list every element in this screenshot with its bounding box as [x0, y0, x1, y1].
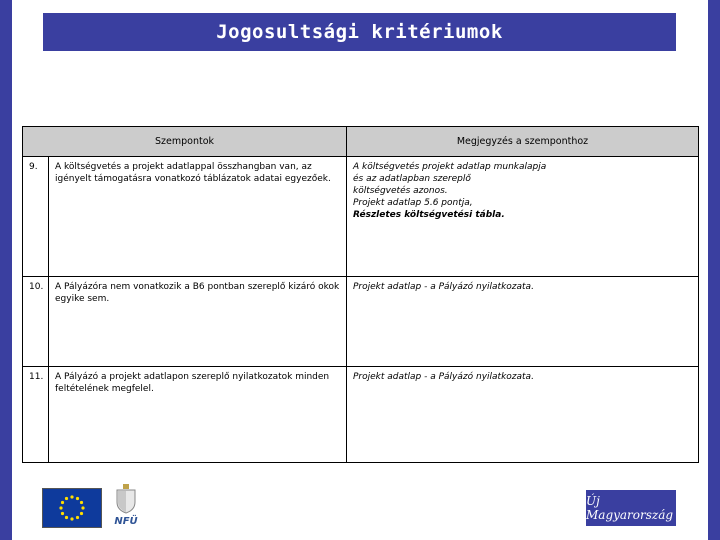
uj-magyarorszag-logo: [586, 490, 676, 526]
coat-of-arms-icon: [114, 484, 138, 514]
criteria-table: [22, 126, 699, 463]
note-text: Projekt adatlap - a Pályázó nyilatkozata.: [347, 277, 699, 367]
table-row: [23, 277, 699, 367]
criterion-text: A Pályázó a projekt adatlapon szereplő nyilatkozatok minden feltételének megfelel.: [49, 367, 347, 463]
title-banner: [43, 13, 676, 51]
row-number: 11.: [23, 367, 49, 463]
right-side-bar: [708, 0, 720, 540]
row-number: 10.: [23, 277, 49, 367]
nfu-label: NFÜ: [114, 516, 138, 527]
note-line: és az adatlapban szereplő: [353, 174, 471, 184]
note-line: költségvetés azonos.: [353, 186, 448, 196]
note-line: A költségvetés projekt adatlap munkalapja: [353, 162, 547, 172]
left-side-bar: [0, 0, 12, 540]
row-number: 9.: [23, 157, 49, 277]
header-szempontok: Szempontok: [23, 127, 347, 157]
criterion-text: A Pályázóra nem vonatkozik a B6 pontban szereplő kizáró okok egyike sem.: [49, 277, 347, 367]
note-line-bold: Részletes költségvetési tábla.: [353, 210, 505, 220]
table-row: [23, 157, 699, 277]
header-megjegyzes: Megjegyzés a szemponthoz: [347, 127, 699, 157]
eu-stars-icon: [43, 489, 101, 527]
eu-flag-logo: [42, 488, 102, 528]
note-line: Projekt adatlap 5.6 pontja,: [353, 198, 473, 208]
table-row: [23, 367, 699, 463]
table-header-row: [23, 127, 699, 157]
nfu-logo: [108, 484, 144, 532]
criterion-text: A költségvetés a projekt adatlappal összhangban van, az igényelt támogatásra vonatkozó táblázatok adatai egyezőek.: [49, 157, 347, 277]
note-text: [347, 157, 699, 277]
page-title: Jogosultsági kritériumok: [216, 21, 503, 43]
uj-magyarorszag-label: Új Magyarország: [586, 494, 674, 522]
note-text: Projekt adatlap - a Pályázó nyilatkozata.: [347, 367, 699, 463]
